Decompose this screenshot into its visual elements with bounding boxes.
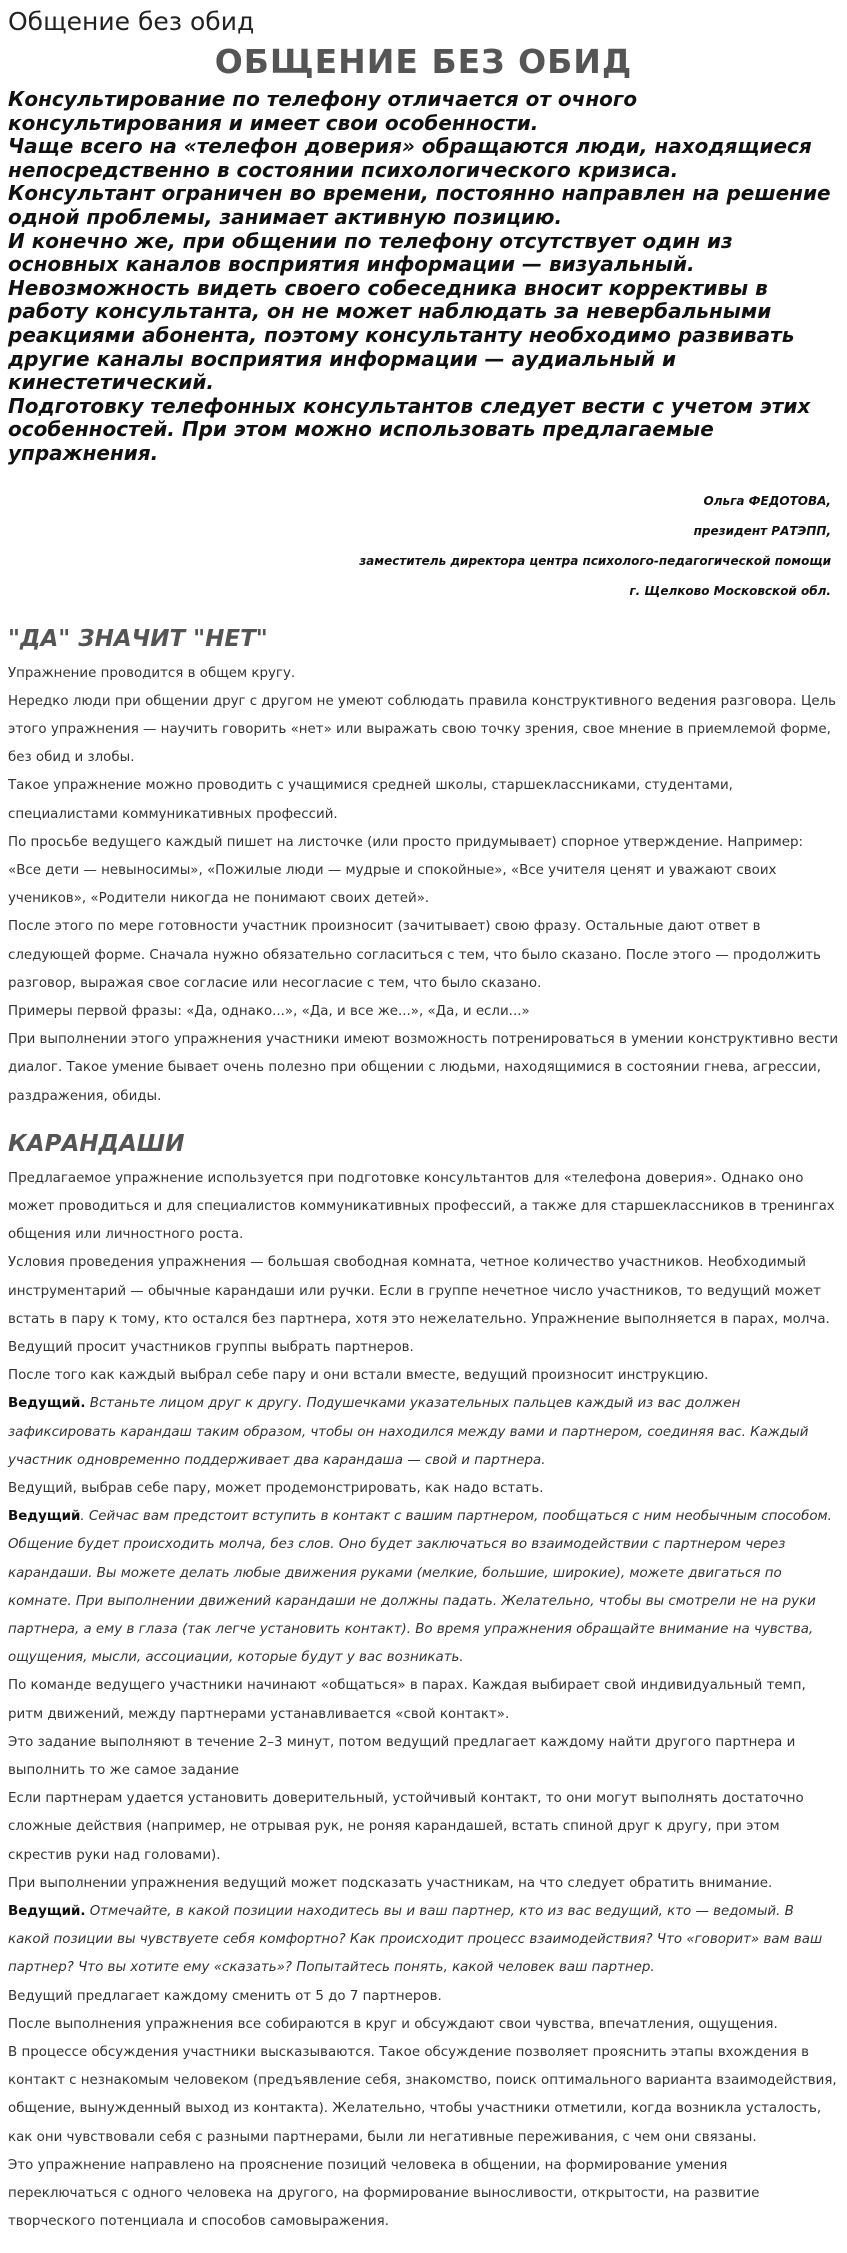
paragraph: При выполнении упражнения ведущий может подсказать участникам, на что следует обратить внимание. [8,1875,773,1891]
paragraph: Нередко люди при общении друг с другом не умеют соблюдать правила конструктивного ведения разговора. Цель этого упражнения — научить говорить «нет» или выражать свою точку зрения, свое мнение в приемлемой форме, без обид и злобы. [8,693,837,766]
paragraph: Ведущий предлагает каждому сменить от 5 до 7 партнеров. [8,1988,442,2004]
instruction-paragraph [8,1898,839,1983]
intro-paragraph: Подготовку телефонных консультантов следует вести с учетом этих особенностей. При этом можно использовать предлагаемые упражнения. [8,393,811,465]
author-role: президент РАТЭПП, [693,523,831,538]
section-body-pencils [8,1165,839,2237]
paragraph: Упражнение проводится в общем кругу. [8,665,296,681]
paragraph: Условия проведения упражнения — большая свободная комната, четное количество участников. Необходимый инструментарий — обычные карандаши или ручки. Если в группе нечетное число участников, то ведущий может встать в пару к тому, кто остался без партнера, хотя это нежелательно. Упражнение выполняется в парах, молча. Ведущий просит участников группы выбрать партнеров. [8,1255,830,1355]
author-name: Ольга ФЕДОТОВА, [703,493,831,508]
intro-paragraph: Консультирование по телефону отличается от очного консультирования и имеет свои особенности. [8,87,638,135]
author-place: г. Щелково Московской обл. [629,583,831,598]
paragraph: Это задание выполняют в течение 2–3 минут, потом ведущий предлагает каждому найти другого партнера и выполнить то же самое задание [8,1734,796,1779]
paragraph: После того как каждый выбрал себе пару и они встали вместе, ведущий произносит инструкцию. [8,1368,709,1384]
instruction-text: Встаньте лицом друг к другу. Подушечками указательных пальцев каждый из вас должен зафиксировать карандаш таким образом, чтобы он находился между вами и партнером, соединяя вас. Каждый участник одновременно поддерживает два карандаша — свой и партнера. [8,1396,809,1468]
paragraph: По просьбе ведущего каждый пишет на листочке (или просто придумывает) спорное утверждение. Например: «Все дети — невыносимы», «Пожилые люди — мудрые и спокойные», «Все учителя ценят и уважают своих учеников», «Родители никогда не понимают своих детей». [8,834,803,907]
leader-label: Ведущий. [8,1904,86,1920]
paragraph: Это упражнение направлено на прояснение позиций человека в общении, на формирование умения переключаться с одного человека на другого, на формирование выносливости, открытости, на развитие творческого потенциала и способов самовыражения. [8,2157,760,2230]
paragraph: После выполнения упражнения все собираются в круг и обсуждают свои чувства, впечатления, ощущения. [8,2016,778,2032]
paragraph: Ведущий, выбрав себе пару, может продемонстрировать, как надо встать. [8,1480,544,1496]
article-title: ОБЩЕНИЕ БЕЗ ОБИД [214,42,633,81]
section-title-pencils: КАРАНДАШИ [8,1130,185,1157]
author-position: заместитель директора центра психолого-педагогической помощи [359,553,831,568]
paragraph: После этого по мере готовности участник произносит (зачитывает) свою фразу. Остальные дают ответ в следующей форме. Сначала нужно обязательно согласиться с тем, что было сказано. После этого — продолжить разговор, выражая свое согласие или несогласие с тем, что было сказано. [8,919,821,991]
leader-label: Ведущий [8,1509,81,1525]
author-signature [8,486,839,606]
paragraph: Такое упражнение можно проводить с учащимися средней школы, старшеклассниками, студентами, специалистами коммуникативных профессий. [8,778,733,822]
instruction-paragraph [8,1503,839,1672]
page-heading: Общение без обид [8,7,255,36]
instruction-paragraph [8,1390,839,1475]
paragraph: В процессе обсуждения участники высказываются. Такое обсуждение позволяет прояснить этапы вхождения в контакт с незнакомым человеком (предъявление себя, знакомство, поиск оптимального варианта взаимодействия, общение, вынужденный выход из контакта). Желательно, чтобы участники отметили, когда возникла усталость, как они чувствовали себя с разными партнерами, были ли негативные переживания, с чем они связаны. [8,2045,837,2145]
leader-label: Ведущий. [8,1396,86,1412]
paragraph: При выполнении этого упражнения участники имеют возможность потренироваться в умении конструктивно вести диалог. Такое умение бывает очень полезно при общении с людьми, находящимися в состоянии гнева, агрессии, раздражения, обиды. [8,1032,839,1104]
intro-paragraph: И конечно же, при общении по телефону отсутствует один из основных каналов восприятия информации — визуальный. [8,228,733,277]
section-body-yes-means-no [8,660,839,1111]
intro-paragraph: Чаще всего на «телефон доверия» обращаются люди, находящиеся непосредственно в состоянии психологического кризиса. [8,134,812,182]
instruction-text: . Сейчас вам предстоит вступить в контакт с вашим партнером, пообщаться с ним необычным способом. Общение будет происходить молча, без слов. Оно будет заключаться во взаимодействии с партнером через карандаши. Вы можете делать любые движения руками (мелкие, большие, широкие), можете двигаться по комнате. При выполнении движений карандаши не должны падать. Желательно, чтобы вы смотрели не на руки партнера, а ему в глаза (так легче установить контакт). Во время упражнения обращайте внимание на чувства, ощущения, мысли, ассоциации, которые будут у вас возникать. [8,1509,832,1666]
paragraph: Примеры первой фразы: «Да, однако...», «Да, и все же...», «Да, и если...» [8,1003,530,1019]
intro-paragraph: Невозможность видеть своего собеседника вносит коррективы в работу консультанта, он не может наблюдать за невербальными реакциями абонента, поэтому консультанту необходимо развивать другие каналы восприятия информации — аудиальный и кинестетический. [8,275,795,395]
paragraph: По команде ведущего участники начинают «общаться» в парах. Каждая выбирает свой индивидуальный темп, ритм движений, между партнерами устанавливается «свой контакт». [8,1678,806,1722]
instruction-text: Отмечайте, в какой позиции находитесь вы и ваш партнер, кто из вас ведущий, кто — ведомый. В какой позиции вы чувствуете себя комфортно? Как происходит процесс взаимодействия? Что «говорит» вам ваш партнер? Что вы хотите ему «сказать»? Попытайтесь понять, какой человек ваш партнер. [8,1904,823,1976]
intro-paragraph: Консультант ограничен во времени, постоянно направлен на решение одной проблемы, занимает активную позицию. [8,181,831,229]
intro-block [8,88,839,466]
paragraph: Предлагаемое упражнение используется при подготовке консультантов для «телефона доверия». Однако оно может проводиться и для специалистов коммуникативных профессий, а также для старшеклассников в тренингах общения или личностного роста. [8,1170,835,1243]
paragraph: Если партнерам удается установить доверительный, устойчивый контакт, то они могут выполнять достаточно сложные действия (например, не отрывая рук, не роняя карандашей, встать спиной друг к другу, при этом скрестив руки над головами). [8,1791,804,1863]
section-title-yes-means-no: "ДА" ЗНАЧИТ "НЕТ" [8,625,268,652]
